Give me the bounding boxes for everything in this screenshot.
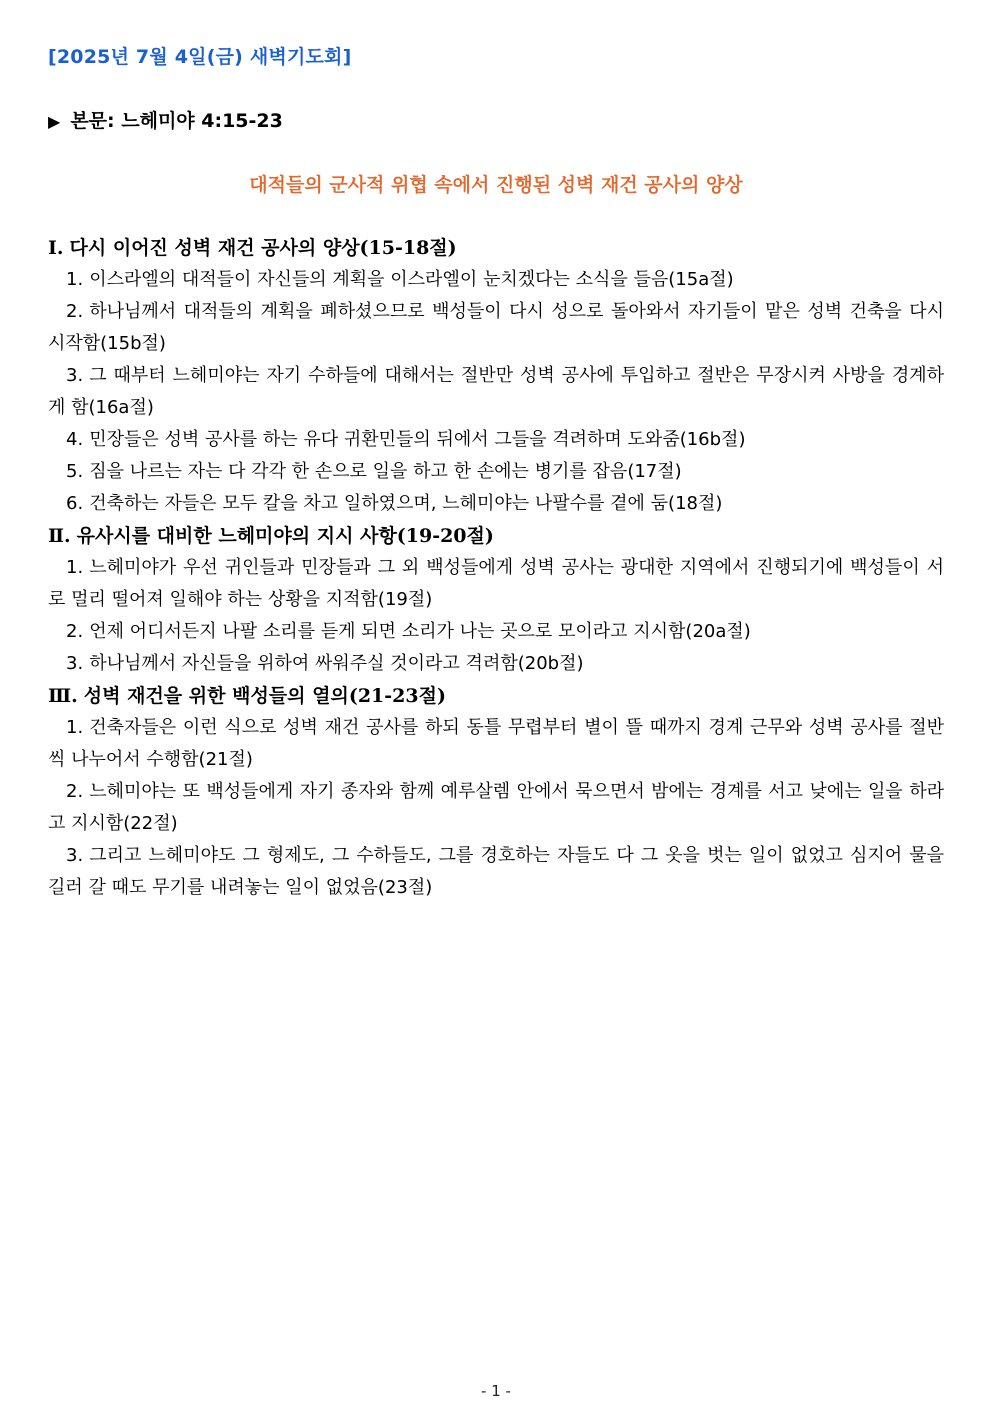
point-number: 6. bbox=[66, 493, 84, 514]
outline-point bbox=[48, 648, 944, 680]
point-text: 짐을 나르는 자는 다 각각 한 손으로 일을 하고 한 손에는 병기를 잡음(17절) bbox=[89, 461, 682, 482]
triangle-bullet-icon: ▶ bbox=[48, 112, 61, 131]
point-text: 하나님께서 대적들의 계획을 폐하셨으므로 백성들이 다시 성으로 돌아와서 자기들이 맡은 성벽 건축을 다시 시작함(15b절) bbox=[48, 301, 944, 354]
point-number: 3. bbox=[66, 365, 84, 386]
outline-point bbox=[48, 840, 944, 904]
point-number: 5. bbox=[66, 461, 84, 482]
section-number: Ⅱ. bbox=[48, 525, 71, 547]
outline-point bbox=[48, 456, 944, 488]
point-text: 이스라엘의 대적들이 자신들의 계획을 이스라엘이 눈치겠다는 소식을 들음(15a절) bbox=[89, 269, 734, 290]
point-text: 그 때부터 느헤미야는 자기 수하들에 대해서는 절반만 성벽 공사에 투입하고 절반은 무장시켜 사방을 경계하게 함(16a절) bbox=[48, 365, 944, 418]
outline-point bbox=[48, 776, 944, 840]
outline-point bbox=[48, 552, 944, 616]
section-title: 유사시를 대비한 느헤미야의 지시 사항(19-20절) bbox=[76, 525, 494, 547]
section-heading-2 bbox=[48, 520, 944, 552]
section-heading-3 bbox=[48, 680, 944, 712]
point-number: 1. bbox=[66, 717, 84, 738]
outline-point bbox=[48, 360, 944, 424]
section-title: 다시 이어진 성벽 재건 공사의 양상(15-18절) bbox=[69, 237, 457, 259]
sermon-outline bbox=[48, 232, 944, 904]
outline-point bbox=[48, 424, 944, 456]
point-number: 1. bbox=[66, 269, 84, 290]
point-text: 느헤미야가 우선 귀인들과 민장들과 그 외 백성들에게 성벽 공사는 광대한 지역에서 진행되기에 백성들이 서로 멀리 떨어져 일해야 하는 상황을 지적함(19절) bbox=[48, 557, 944, 610]
point-text: 건축자들은 이런 식으로 성벽 재건 공사를 하되 동틀 무렵부터 별이 뜰 때까지 경계 근무와 성벽 공사를 절반씩 나누어서 수행함(21절) bbox=[48, 717, 944, 770]
point-number: 1. bbox=[66, 557, 84, 578]
point-text: 언제 어디서든지 나팔 소리를 듣게 되면 소리가 나는 곳으로 모이라고 지시함(20a절) bbox=[89, 621, 751, 642]
point-text: 하나님께서 자신들을 위하여 싸워주실 것이라고 격려함(20b절) bbox=[89, 653, 584, 674]
point-text: 민장들은 성벽 공사를 하는 유다 귀환민들의 뒤에서 그들을 격려하며 도와줌(16b절) bbox=[89, 429, 746, 450]
section-title: 성벽 재건을 위한 백성들의 열의(21-23절) bbox=[83, 685, 446, 707]
section-heading-1 bbox=[48, 232, 944, 264]
outline-point bbox=[48, 296, 944, 360]
outline-point bbox=[48, 264, 944, 296]
point-text: 그리고 느헤미야도 그 형제도, 그 수하들도, 그를 경호하는 자들도 다 그 옷을 벗는 일이 없었고 심지어 물을 길러 갈 때도 무기를 내려놓는 일이 없었음(23절) bbox=[48, 845, 944, 898]
scripture-reference bbox=[48, 106, 283, 133]
outline-point bbox=[48, 712, 944, 776]
section-number: Ⅲ. bbox=[48, 685, 78, 707]
section-number: Ⅰ. bbox=[48, 237, 64, 259]
point-number: 3. bbox=[66, 845, 84, 866]
point-text: 건축하는 자들은 모두 칼을 차고 일하였으며, 느헤미야는 나팔수를 곁에 둠(18절) bbox=[89, 493, 723, 514]
page-number: - 1 - bbox=[481, 1382, 511, 1400]
point-number: 3. bbox=[66, 653, 84, 674]
scripture-text: 본문: 느헤미야 4:15-23 bbox=[70, 110, 283, 132]
point-number: 2. bbox=[66, 301, 84, 322]
service-date-heading: [2025년 7월 4일(금) 새벽기도회] bbox=[48, 46, 352, 68]
point-number: 2. bbox=[66, 781, 84, 802]
sermon-title: 대적들의 군사적 위협 속에서 진행된 성벽 재건 공사의 양상 bbox=[249, 174, 743, 196]
outline-point bbox=[48, 616, 944, 648]
point-text: 느헤미야는 또 백성들에게 자기 종자와 함께 예루살렘 안에서 묵으면서 밤에는 경계를 서고 낮에는 일을 하라고 지시함(22절) bbox=[48, 781, 944, 834]
point-number: 4. bbox=[66, 429, 84, 450]
outline-point bbox=[48, 488, 944, 520]
point-number: 2. bbox=[66, 621, 84, 642]
